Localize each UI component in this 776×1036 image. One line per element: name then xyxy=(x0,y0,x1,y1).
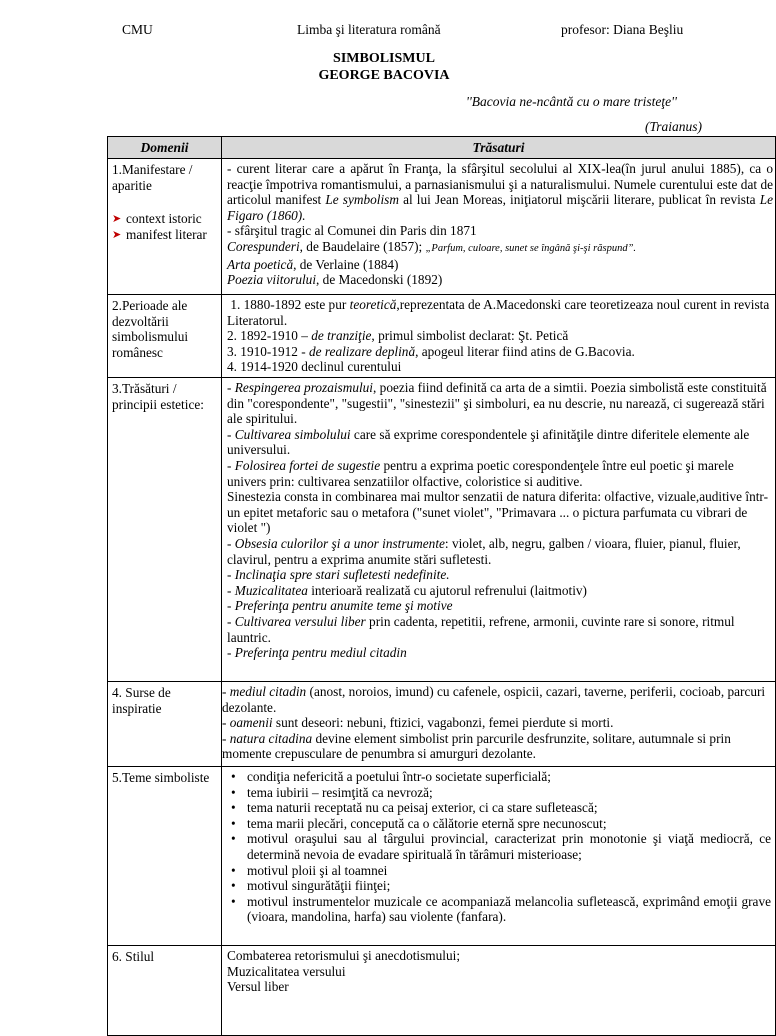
domain-cell xyxy=(108,159,222,295)
list-item: • motivul ploii şi al toamnei xyxy=(227,863,771,879)
paragraph: - Cultivarea versului liber prin cadenta, repetitii, refrene, armonii, cuvinte rare si sonore, ritmul launtric. xyxy=(227,613,735,645)
list-item: • tema marii plecări, concepută ca o călătorie eternă spre necunoscut; xyxy=(227,816,771,832)
table-row xyxy=(108,159,776,295)
col-header-domenii: Domenii xyxy=(108,137,222,159)
motto-author: (Traianus) xyxy=(645,119,703,134)
table-row xyxy=(108,946,776,1036)
paragraph: Versul liber xyxy=(227,979,289,995)
paragraph: - sfârşitul tragic al Comunei din Paris din 1871 xyxy=(227,223,477,239)
list-item: • motivul oraşului sau al târgului provincial, caracterizat prin monotonie şi viaţă mediocră, ce determină nevoia de evadare spirituală în tărâmuri misterioase; xyxy=(227,831,771,862)
paragraph: 1. 1880-1892 este pur teoretică,reprezentata de A.Macedonski care teoretizeaza noul curent in revista Literatorul. xyxy=(227,297,770,328)
list-item: • tema naturii receptată nu ca peisaj exterior, ci ca stare sufletească; xyxy=(227,800,771,816)
features-table xyxy=(107,136,776,1036)
paragraph: - Cultivarea simbolului care să exprime corespondentele şi afinităţile dintre diferitele elemente ale universului. xyxy=(227,426,750,458)
paragraph: - mediul citadin (anost, noroios, imund) cu cafenele, ospicii, cazari, taverne, periferii, cocioab, parcuri dezolante. xyxy=(222,684,766,715)
col-header-trasaturi: Trăsaturi xyxy=(222,137,776,159)
arrow-bullet-icon: ➤ xyxy=(112,213,122,226)
themes-list xyxy=(227,769,771,925)
domain-label: 6. Stilul xyxy=(112,949,155,964)
traits-cell xyxy=(222,159,776,295)
sub-manifest-literar: manifest literar xyxy=(126,227,207,243)
paragraph: - Respingerea prozaismului, poezia fiind definită ca arta de a simtii. Poezia simbolistă este constituită din "corespondente", "sugestii", "sinestezii" şi simboluri, ea nu descrie, nu narează, ci sugerează stări ale spiritului. xyxy=(227,380,767,427)
paragraph: - natura citadina devine element simbolist prin parcurile desfrunzite, solitare, autumnale si prin momente crepusculare de penumbra si amurguri dezolante. xyxy=(222,730,731,762)
domain-label: 5.Teme simboliste xyxy=(112,770,210,785)
paragraph: - Preferinţa pentru anumite teme şi motive xyxy=(227,598,453,614)
paragraph: - curent literar care a apărut în Franţa, la sfârşitul secolului al XIX-lea(în jurul anului 1885), ca o reacţie împotriva romantismului, a parnasianismului şi a naturalismului. Numele curentului este dat de articolul manifest Le symbolism al lui Jean Moreas, iniţiatorul mişcării literare, publicat în revista Le Figaro (1860). xyxy=(227,161,774,223)
header-school: CMU xyxy=(122,22,153,37)
paragraph: 3. 1910-1912 - de realizare deplină, apogeul literar fiind atins de G.Bacovia. xyxy=(227,343,635,359)
paragraph: Muzicalitatea versului xyxy=(227,963,346,979)
list-item: • motivul instrumentelor muzicale ce acompaniază melancolia sufletească, exprimând emoţii grave (vioara, mandolina, harfa) sau violente (fanfara). xyxy=(227,894,771,925)
traits-cell xyxy=(222,682,776,767)
paragraph: Poezia viitorului, de Macedonski (1892) xyxy=(227,272,443,288)
arrow-bullet-icon: ➤ xyxy=(112,229,122,242)
paragraph: - oamenii sunt deseori: nebuni, ftizici, vagabonzi, femei pierdute si morti. xyxy=(222,715,614,731)
traits-cell xyxy=(222,946,776,1036)
domain-cell xyxy=(108,946,222,1036)
domain-cell xyxy=(108,295,222,378)
paragraph: - Obsesia culorilor şi a unor instrumente: violet, alb, negru, galben / vioara, fluier, pianul, fluier, clavirul, pentru a exprima anumite stări sufletesti. xyxy=(227,535,741,567)
paragraph: 2. 1892-1910 – de tranziţie, primul simbolist declarat: Şt. Petică xyxy=(227,328,569,344)
header-teacher: profesor: Diana Beşliu xyxy=(561,22,684,37)
paragraph: Arta poetică, de Verlaine (1884) xyxy=(227,256,399,272)
table-header-row xyxy=(108,137,776,159)
title-bacovia: GEORGE BACOVIA xyxy=(318,68,450,83)
paragraph: Sinestezia consta in combinarea mai multor senzatii de natura diferita: olfactive, vizuale,auditive într-un epitet metaforic sau o metafora ("sunet violet", "Primavara ... o pictura parfumata cu vibrari de violet ") xyxy=(227,489,769,536)
domain-label: 3.Trăsături / principii estetice: xyxy=(112,381,204,412)
title-simbolismul: SIMBOLISMUL xyxy=(333,51,435,66)
traits-cell xyxy=(222,295,776,378)
table-row xyxy=(108,378,776,682)
motto-quote: ''Bacovia ne-ncântă cu o mare tristeţe'' xyxy=(466,94,677,109)
paragraph: - Inclinaţia spre stari sufletesti nedefinite. xyxy=(227,567,450,583)
table-row xyxy=(108,295,776,378)
header-subject: Limba şi literatura română xyxy=(297,22,441,37)
paragraph: - Preferinţa pentru mediul citadin xyxy=(227,645,407,661)
list-item: • condiţia nefericită a poetului într-o societate superficială; xyxy=(227,769,771,785)
traits-cell xyxy=(222,767,776,946)
table-row xyxy=(108,767,776,946)
paragraph: - Folosirea fortei de sugestie pentru a exprima poetic corespondenţele între eul poetic şi marele univers prin: cultivarea senzatiilor olfactive, coloristice si auditive. xyxy=(227,457,734,489)
list-item: • tema iubirii – resimţită ca nevroză; xyxy=(227,785,771,801)
domain-label: 2.Perioade ale dezvoltării simbolismului românesc xyxy=(112,298,189,360)
domain-label: 4. Surse de inspiratie xyxy=(112,685,171,716)
domain-cell xyxy=(108,378,222,682)
paragraph: 4. 1914-1920 declinul curentului xyxy=(227,359,402,375)
traits-cell xyxy=(222,378,776,682)
table-row xyxy=(108,682,776,767)
paragraph: Corespunderi, de Baudelaire (1857); „Parfum, culoare, sunet se îngână şi-şi răspund”. xyxy=(227,238,637,254)
paragraph: - Muzicalitatea interioară realizată cu ajutorul refrenului (laitmotiv) xyxy=(227,582,587,598)
sub-context-istoric: context istoric xyxy=(126,211,202,227)
paragraph: Combaterea retorismului şi anecdotismului; xyxy=(227,948,461,963)
domain-label: 1.Manifestare / aparitie xyxy=(112,162,193,193)
domain-cell xyxy=(108,682,222,767)
list-item: • motivul singurătăţii fiinţei; xyxy=(227,878,771,894)
domain-cell xyxy=(108,767,222,946)
